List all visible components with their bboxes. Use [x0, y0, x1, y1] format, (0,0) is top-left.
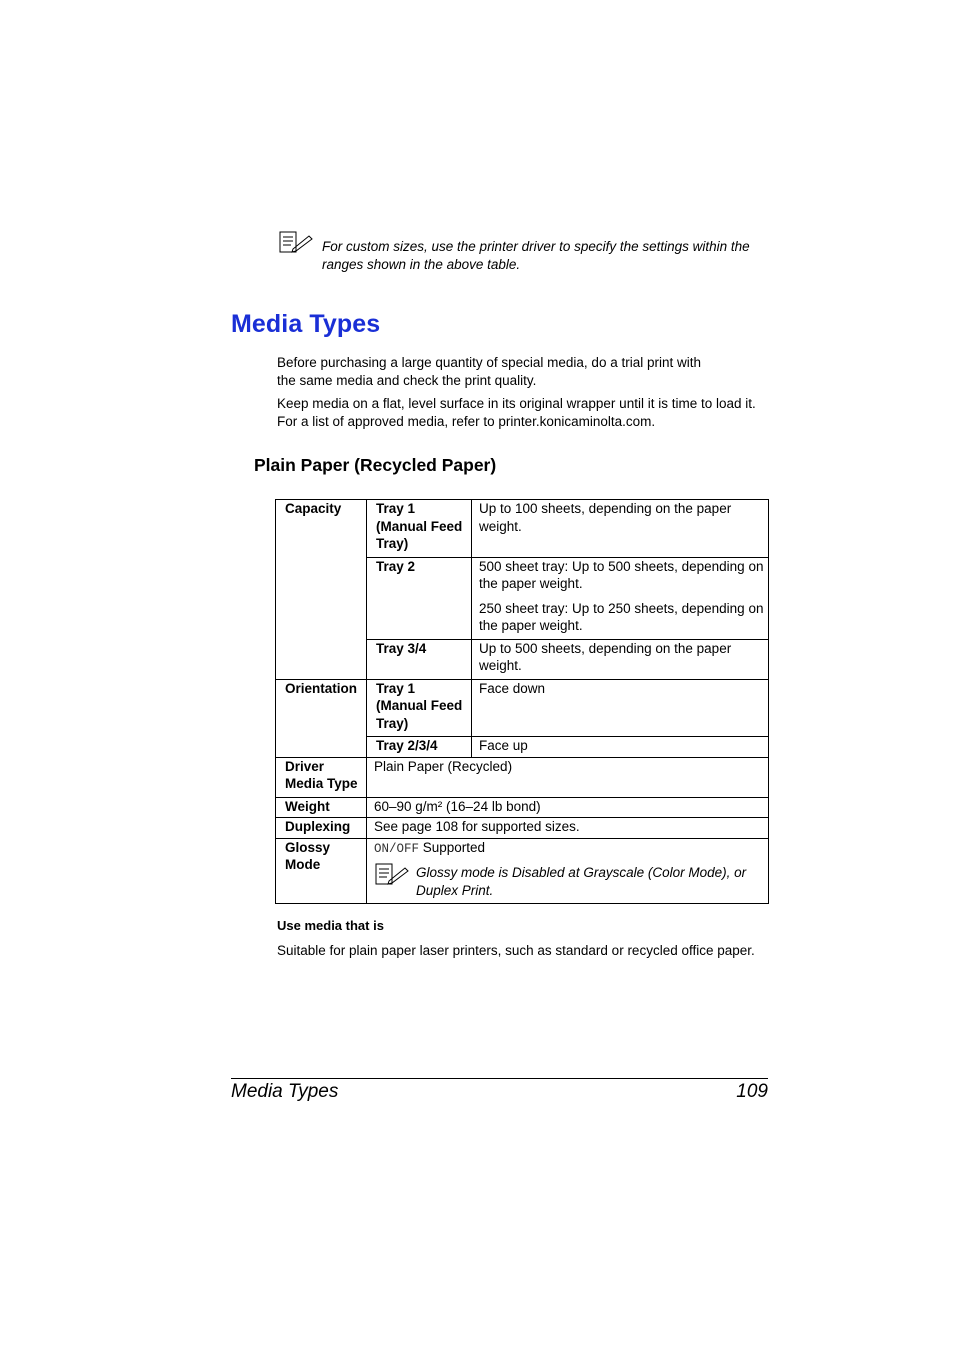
cell-value	[472, 557, 769, 639]
row-label-driver-media-type: Driver Media Type	[276, 757, 367, 797]
cell-value: Plain Paper (Recycled)	[367, 757, 769, 797]
cell-value: Up to 100 sheets, depending on the paper weight.	[472, 500, 769, 558]
intro-paragraph-1: Before purchasing a large quantity of special media, do a trial print with the same media and check the print quality.	[277, 355, 701, 388]
cell-value: Up to 500 sheets, depending on the paper weight.	[472, 639, 769, 679]
note-pencil-icon	[375, 863, 409, 885]
cell-value: See page 108 for supported sizes.	[367, 818, 769, 839]
table-row	[276, 679, 769, 737]
cell-value: Face down	[472, 679, 769, 737]
cell-value: 60–90 g/m² (16–24 lb bond)	[367, 797, 769, 818]
glossy-note-text: Glossy mode is Disabled at Grayscale (Color Mode), or Duplex Print.	[416, 865, 747, 898]
cell-label: Tray 1 (Manual Feed Tray)	[367, 679, 472, 737]
cell-label: Tray 2/3/4	[367, 737, 472, 758]
cell-value: Face up	[472, 737, 769, 758]
row-label-orientation: Orientation	[276, 679, 367, 757]
cell-label: Tray 1 (Manual Feed Tray)	[367, 500, 472, 558]
cell-text: 250 sheet tray: Up to 250 sheets, depending on the paper weight.	[479, 600, 764, 633]
subsection-title: Plain Paper (Recycled Paper)	[254, 455, 497, 475]
table-row	[276, 818, 769, 839]
glossy-note	[374, 864, 764, 899]
row-label-duplexing: Duplexing	[276, 818, 367, 839]
note-text: For custom sizes, use the printer driver to specify the settings within the ranges shown in the above table.	[322, 239, 750, 272]
cell-text: 500 sheet tray: Up to 500 sheets, depending on the paper weight.	[479, 558, 764, 591]
spec-table	[275, 499, 769, 904]
table-row	[276, 500, 769, 558]
note-pencil-icon	[279, 231, 313, 253]
cell-label: Tray 3/4	[367, 639, 472, 679]
page-number: 109	[736, 1081, 768, 1102]
footer-divider	[231, 1078, 768, 1079]
page-title: Media Types	[231, 310, 381, 338]
row-label-glossy-mode: Glossy Mode	[276, 838, 367, 904]
use-media-text: Suitable for plain paper laser printers, such as standard or recycled office paper.	[277, 943, 755, 958]
supported-text: Supported	[419, 839, 486, 855]
intro-paragraph-2: Keep media on a flat, level surface in its original wrapper until it is time to load it. For a list of approved media, refer to printer.konicaminolta.com.	[277, 396, 756, 429]
table-row	[276, 797, 769, 818]
cell-value	[367, 838, 769, 904]
table-row	[276, 838, 769, 904]
glossy-value	[374, 839, 764, 859]
row-label-capacity: Capacity	[276, 500, 367, 680]
use-media-heading: Use media that is	[277, 918, 384, 933]
footer-title: Media Types	[231, 1081, 339, 1102]
on-off-code: ON/OFF	[374, 841, 420, 856]
cell-label: Tray 2	[367, 557, 472, 639]
table-row	[276, 757, 769, 797]
row-label-weight: Weight	[276, 797, 367, 818]
